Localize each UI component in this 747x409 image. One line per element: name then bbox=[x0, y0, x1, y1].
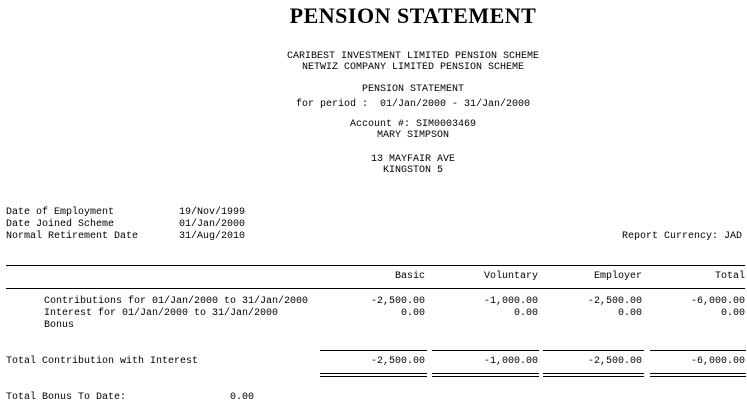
account-block bbox=[0, 119, 747, 141]
address-line: 13 MAYFAIR AVE bbox=[370, 154, 455, 165]
page-title: PENSION STATEMENT bbox=[289, 3, 537, 28]
cell-value: 0.00 bbox=[400, 308, 425, 319]
total-value: -6,000.00 bbox=[690, 356, 745, 367]
row-label-bonus: Bonus bbox=[44, 320, 75, 331]
report-currency: Report Currency: JAD bbox=[621, 231, 742, 242]
statement-period: for period : 01/Jan/2000 - 31/Jan/2000 bbox=[295, 99, 531, 110]
statement-header bbox=[0, 84, 747, 110]
info-label-joined: Date Joined Scheme bbox=[6, 219, 115, 230]
cell-value: -6,000.00 bbox=[690, 296, 745, 307]
column-header-voluntary: Voluntary bbox=[483, 271, 538, 282]
total-double-rule bbox=[432, 373, 539, 377]
bonus-to-date-label: Total Bonus To Date: bbox=[6, 392, 127, 403]
column-header-total: Total bbox=[714, 271, 745, 282]
scheme-name: NETWIZ COMPANY LIMITED PENSION SCHEME bbox=[301, 62, 525, 73]
info-value-retirement: 31/Aug/2010 bbox=[179, 231, 246, 242]
cell-value: 0.00 bbox=[513, 308, 538, 319]
total-value: -1,000.00 bbox=[483, 356, 538, 367]
total-value: -2,500.00 bbox=[587, 356, 642, 367]
statement-subtitle: PENSION STATEMENT bbox=[361, 84, 465, 95]
cell-value: 0.00 bbox=[617, 308, 642, 319]
column-header-basic: Basic bbox=[394, 271, 425, 282]
total-rule bbox=[320, 350, 427, 351]
total-rule bbox=[650, 350, 746, 351]
address-block bbox=[0, 154, 747, 176]
total-value: -2,500.00 bbox=[370, 356, 425, 367]
account-number: Account #: SIM0003469 bbox=[349, 119, 477, 130]
total-double-rule bbox=[543, 373, 644, 377]
info-label-retirement: Normal Retirement Date bbox=[6, 231, 139, 242]
total-label: Total Contribution with Interest bbox=[6, 356, 199, 367]
cell-value: 0.00 bbox=[720, 308, 745, 319]
total-rule bbox=[543, 350, 644, 351]
info-value-employment: 19/Nov/1999 bbox=[179, 207, 246, 218]
cell-value: -2,500.00 bbox=[370, 296, 425, 307]
scheme-name: CARIBEST INVESTMENT LIMITED PENSION SCHEME bbox=[286, 51, 540, 62]
divider bbox=[6, 288, 745, 289]
total-double-rule bbox=[650, 373, 746, 377]
cell-value: -1,000.00 bbox=[483, 296, 538, 307]
bonus-to-date-value: 0.00 bbox=[230, 392, 255, 403]
info-value-joined: 01/Jan/2000 bbox=[179, 219, 246, 230]
column-header-employer: Employer bbox=[593, 271, 642, 282]
row-label-interest: Interest for 01/Jan/2000 to 31/Jan/2000 bbox=[44, 308, 279, 319]
row-label-contributions: Contributions for 01/Jan/2000 to 31/Jan/2000 bbox=[44, 296, 309, 307]
divider bbox=[6, 265, 745, 266]
cell-value: -2,500.00 bbox=[587, 296, 642, 307]
total-double-rule bbox=[320, 373, 427, 377]
info-label-employment: Date of Employment bbox=[6, 207, 115, 218]
address-line: KINGSTON 5 bbox=[382, 165, 443, 176]
total-rule bbox=[432, 350, 539, 351]
account-holder: MARY SIMPSON bbox=[376, 130, 449, 141]
scheme-names bbox=[0, 51, 747, 73]
